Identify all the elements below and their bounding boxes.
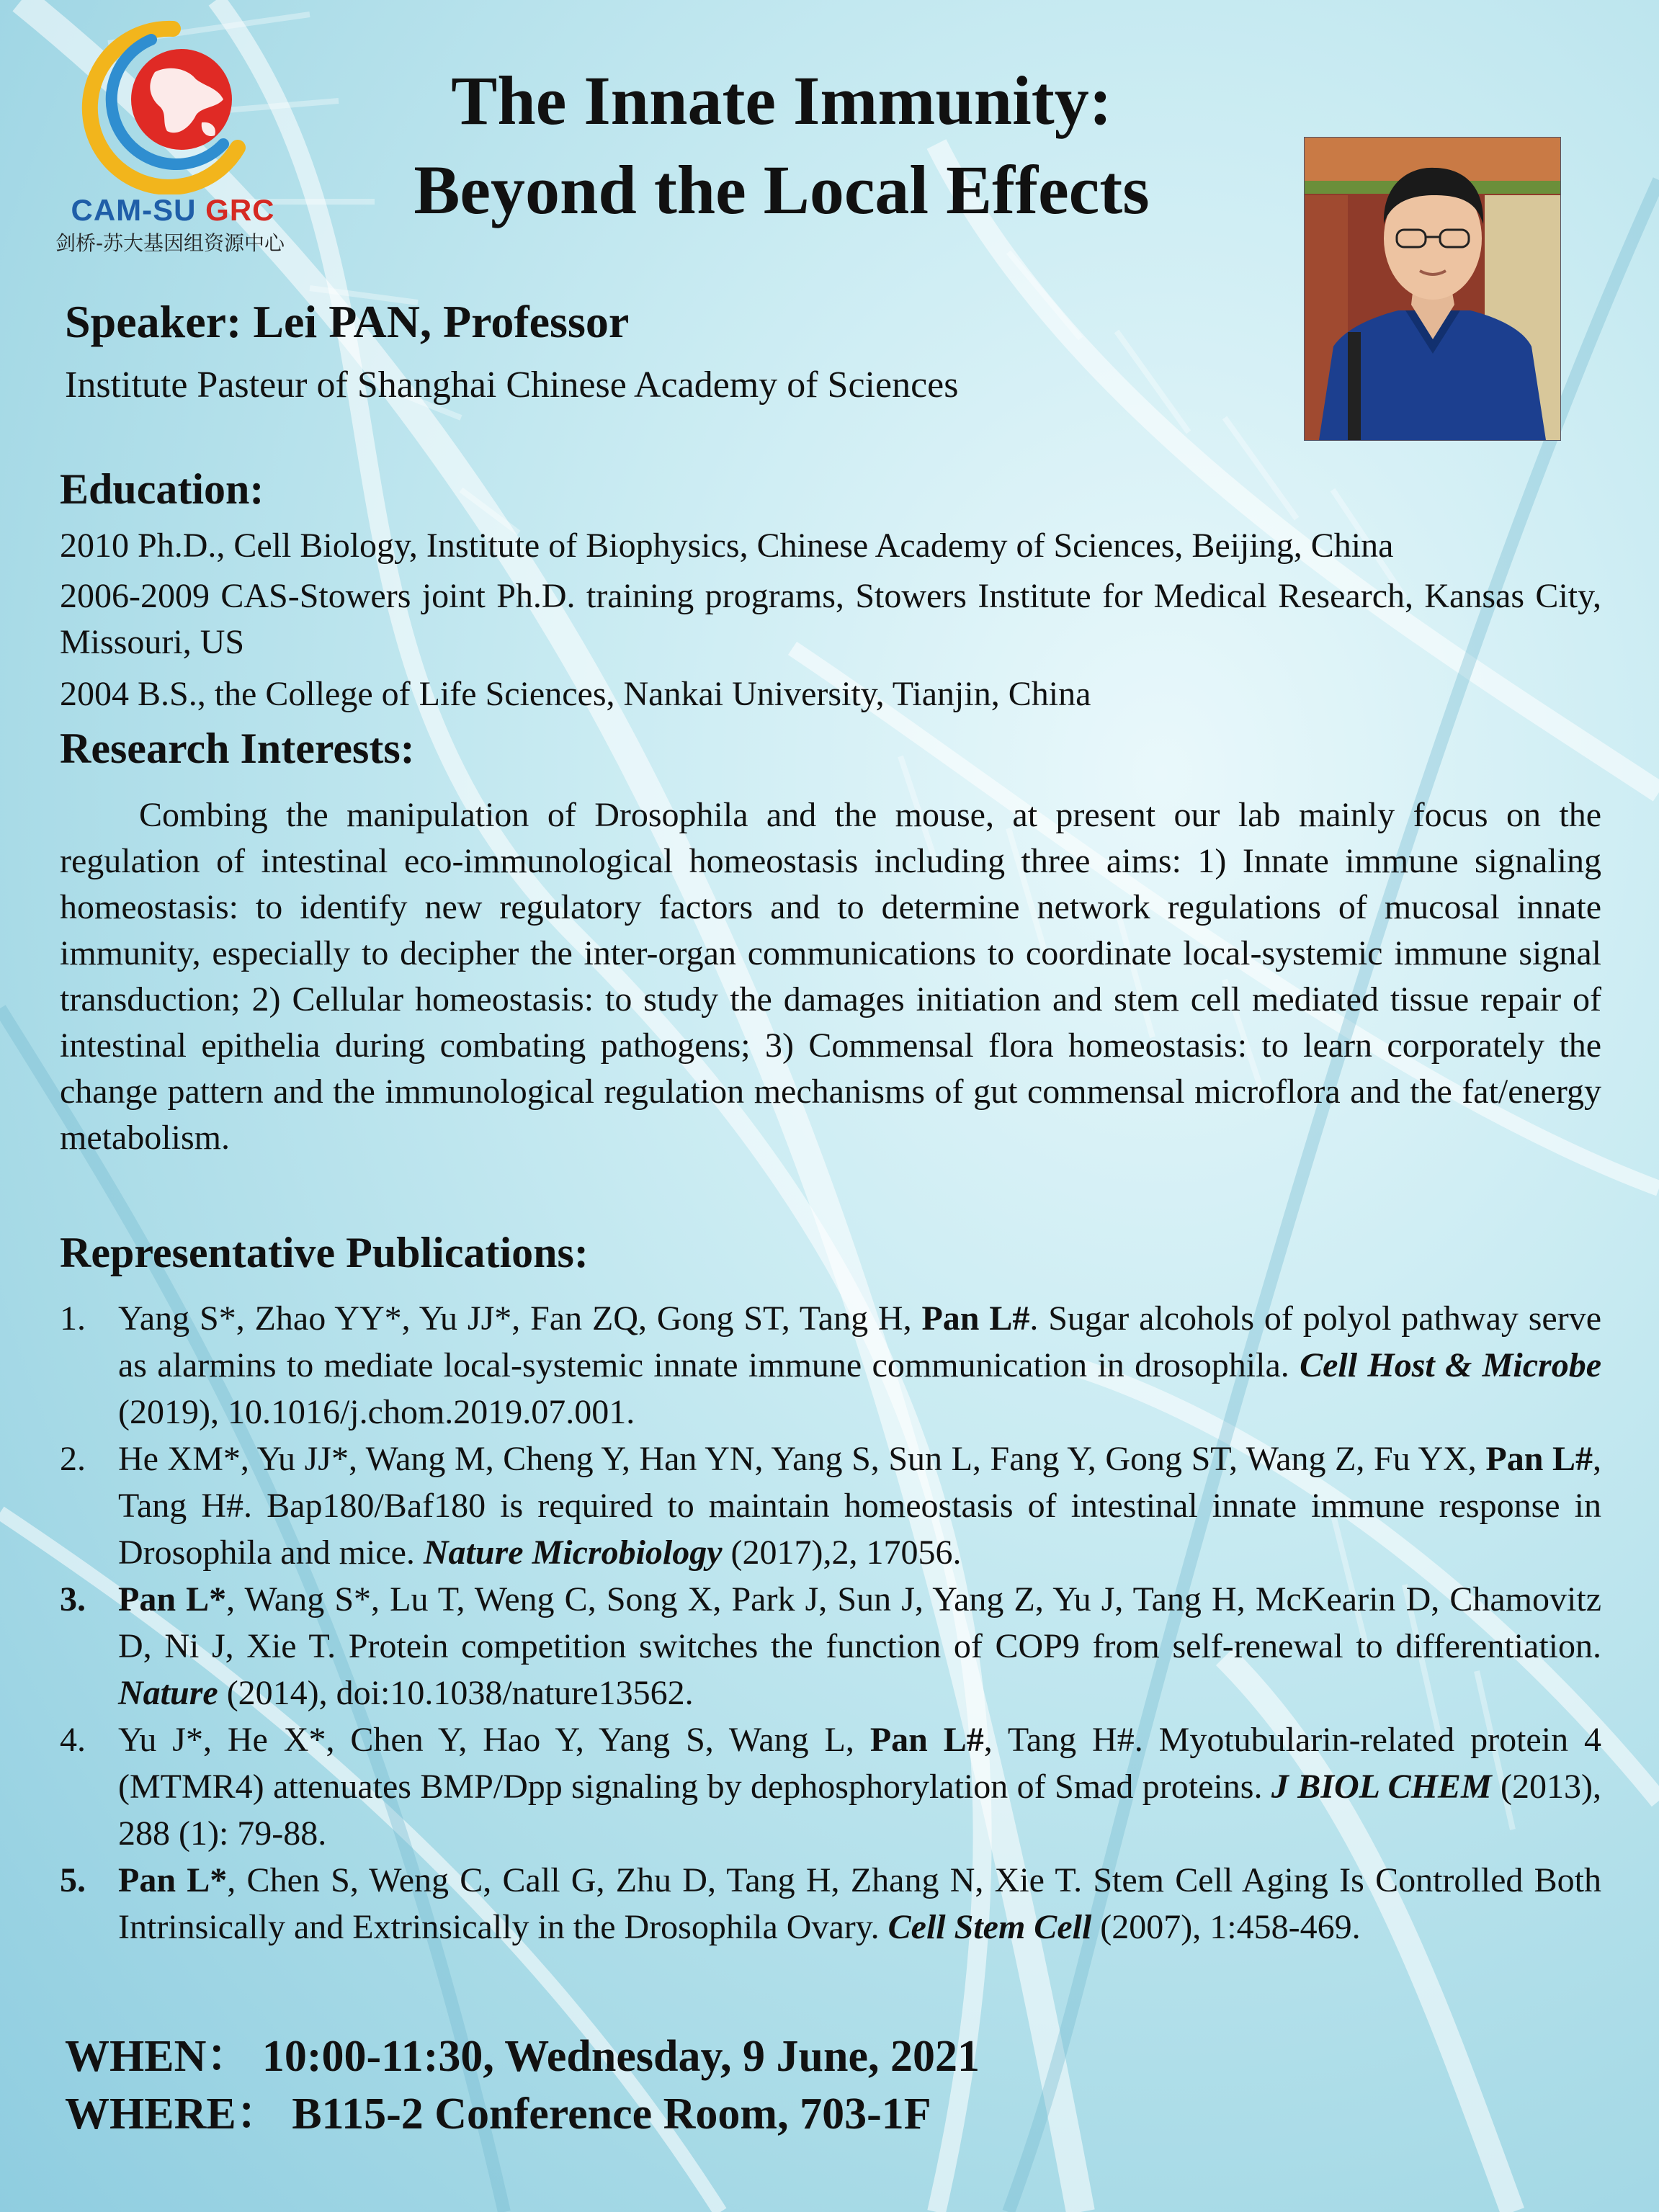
logo-name-part1: CAM-SU	[71, 193, 197, 227]
publication-item	[60, 1857, 1601, 1951]
logo-name-part2: GRC	[205, 193, 275, 227]
publication-number: 2.	[60, 1440, 86, 1478]
publication-item	[60, 1295, 1601, 1436]
publications-list	[60, 1295, 1601, 1951]
publication-highlight-author: Pan L#	[869, 1721, 984, 1759]
publication-citation: (2014), doi:10.1038/nature13562.	[218, 1674, 694, 1712]
publication-highlight-author: Pan L*	[118, 1580, 227, 1618]
publication-number: 4.	[60, 1721, 86, 1759]
education-item: 2010 Ph.D., Cell Biology, Institute of Biophysics, Chinese Academy of Sciences, Beijing, China	[60, 527, 1394, 565]
logo-name	[58, 193, 288, 228]
publication-highlight-author: Pan L#	[1485, 1440, 1593, 1478]
globe-logo-icon	[7, 14, 324, 194]
title-line-2: Beyond the Local Effects	[413, 151, 1150, 228]
title-line-1: The Innate Immunity:	[451, 62, 1112, 139]
publication-highlight-author: Pan L#	[921, 1299, 1030, 1338]
publication-title: . Sugar alcohols of polyol pathway serve as alarmins to mediate local-systemic innate immune communication in drosophila.	[118, 1299, 1602, 1384]
publication-authors: He XM*, Yu JJ*, Wang M, Cheng Y, Han YN, Yang S, Sun L, Fang Y, Gong ST, Wang Z, Fu YX,	[118, 1440, 1486, 1478]
publication-citation: (2007), 1:458-469.	[1091, 1908, 1361, 1946]
publication-authors: Yang S*, Zhao YY*, Yu JJ*, Fan ZQ, Gong ST, Tang H,	[118, 1299, 922, 1338]
education-item: 2004 B.S., the College of Life Sciences, Nankai University, Tianjin, China	[60, 675, 1091, 713]
cam-su-grc-logo	[7, 14, 324, 255]
publication-journal: Cell Stem Cell	[887, 1908, 1092, 1946]
event-details	[65, 2028, 980, 2143]
event-when: WHEN： 10:00-11:30, Wednesday, 9 June, 2021	[65, 2032, 980, 2081]
education-item: 2006-2009 CAS-Stowers joint Ph.D. training programs, Stowers Institute for Medical Research, Kansas City, Missouri, US	[60, 577, 1601, 661]
publication-item	[60, 1576, 1601, 1716]
publication-citation: (2019), 10.1016/j.chom.2019.07.001.	[118, 1393, 635, 1431]
publication-journal: Nature Microbiology	[423, 1533, 723, 1572]
speaker-portrait-icon	[1305, 138, 1560, 440]
publication-journal: J BIOL CHEM	[1271, 1768, 1492, 1806]
publications-heading: Representative Publications:	[60, 1229, 589, 1276]
research-text: Combing the manipulation of Drosophila and the mouse, at present our lab mainly focus on the regulation of intestinal eco-immunological homeostasis including three aims: 1) Innate immune signaling homeostasis: to identify new regulatory factors and to determine network regulations of mucosal innate immunity, especially to decipher the inter-organ communications to coordinate local-systemic immune signal transduction; 2) Cellular homeostasis: to study the damages initiation and stem cell mediated tissue repair of intestinal epithelia during combating pathogens; 3) Commensal flora homeostasis: to learn corporately the change pattern and the immunological regulation mechanisms of gut commensal microflora and the fat/energy metabolism.	[60, 796, 1601, 1157]
publication-citation: (2017),2, 17056.	[722, 1533, 962, 1572]
page-title	[303, 56, 1261, 235]
logo-subtitle-cn: 剑桥-苏大基因组资源中心	[55, 231, 285, 255]
publication-number: 1.	[60, 1299, 86, 1338]
education-heading: Education:	[60, 465, 264, 513]
publication-item	[60, 1716, 1601, 1857]
publication-title: , Chen S, Weng C, Call G, Zhu D, Tang H, Zhang N, Xie T. Stem Cell Aging Is Controlled Both Intrinsically and Extrinsically in the Drosophila Ovary.	[118, 1861, 1602, 1946]
publication-highlight-author: Pan L*	[118, 1861, 228, 1899]
publication-title: , Tang H#. Bap180/Baf180 is required to maintain homeostasis of intestinal innate immune response in Drosophila and mice.	[118, 1440, 1601, 1572]
publication-number: 3.	[60, 1580, 86, 1618]
event-where: WHERE： B115-2 Conference Room, 703-1F	[65, 2090, 931, 2139]
publication-authors: Yu J*, He X*, Chen Y, Hao Y, Yang S, Wang L,	[118, 1721, 870, 1759]
publication-journal: Cell Host & Microbe	[1300, 1346, 1602, 1384]
publication-citation: (2013), 288 (1): 79-88.	[118, 1768, 1601, 1853]
speaker-institute: Institute Pasteur of Shanghai Chinese Academy of Sciences	[65, 364, 959, 406]
publication-title: , Wang S*, Lu T, Weng C, Song X, Park J, Sun J, Yang Z, Yu J, Tang H, McKearin D, Chamovitz D, Ni J, Xie T. Protein competition switches the function of COP9 from self-renewal to differentiation.	[118, 1580, 1601, 1665]
speaker-photo	[1304, 137, 1561, 441]
speaker-name: Speaker: Lei PAN, Professor	[65, 296, 630, 347]
publication-item	[60, 1436, 1601, 1576]
publication-title: , Tang H#. Myotubularin-related protein 4 (MTMR4) attenuates BMP/Dpp signaling by dephosphorylation of Smad proteins.	[118, 1721, 1602, 1806]
publication-journal: Nature	[118, 1674, 218, 1712]
publication-number: 5.	[60, 1861, 86, 1899]
research-heading: Research Interests:	[60, 725, 415, 772]
